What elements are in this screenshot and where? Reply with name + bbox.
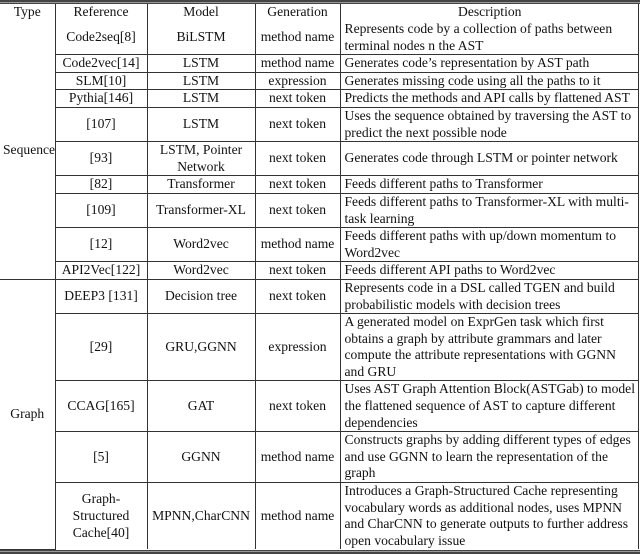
model-cell: Transformer (147, 176, 255, 194)
description-cell: Uses AST Graph Attention Block(ASTGab) to model the flattened sequence of AST to capture different dependencies (340, 381, 639, 432)
reference-cell: [109] (55, 193, 147, 227)
table-row (0, 55, 639, 73)
description-cell: Constructs graphs by adding different types of edges and use GGNN to learn the representation of the graph (340, 432, 639, 483)
description-cell: Represents code in a DSL called TGEN and build probabilistic models with decision trees (340, 279, 639, 313)
type-cell: Sequence (0, 21, 55, 279)
reference-cell: [107] (55, 107, 147, 141)
table-row (0, 176, 639, 194)
generation-cell: method name (255, 55, 340, 73)
description-cell: Generates code through LSTM or pointer network (340, 142, 639, 176)
model-cell: LSTM (147, 107, 255, 141)
model-cell: BiLSTM (147, 21, 255, 55)
generation-cell: next token (255, 107, 340, 141)
generation-cell: method name (255, 432, 340, 483)
generation-cell: expression (255, 314, 340, 381)
table-row (0, 483, 639, 550)
table-row (0, 228, 639, 262)
description-cell: Feeds different paths to Transformer-XL with multi-task learning (340, 193, 639, 227)
description-cell: Feeds different API paths to Word2vec (340, 262, 639, 280)
comparison-table (0, 4, 639, 550)
description-cell: Uses the sequence obtained by traversing the AST to predict the next possible node (340, 107, 639, 141)
description-cell: Feeds different paths to Transformer (340, 176, 639, 194)
header-type: Type (0, 4, 55, 21)
model-cell: Decision tree (147, 279, 255, 313)
description-cell: Introduces a Graph-Structured Cache representing vocabulary words as additional nodes, uses MPNN and CharCNN to generate outputs to further address open vocabulary issue (340, 483, 639, 550)
reference-cell: Graph-Structured Cache[40] (55, 483, 147, 550)
generation-cell: next token (255, 381, 340, 432)
reference-cell: [82] (55, 176, 147, 194)
description-cell: A generated model on ExprGen task which first obtains a graph by attribute grammars and later compute the attribute representations with GGNN and GRU (340, 314, 639, 381)
reference-cell: Code2seq[8] (55, 21, 147, 55)
header-row (0, 4, 639, 21)
reference-cell: API2Vec[122] (55, 262, 147, 280)
description-cell: Represents code by a collection of paths between terminal nodes n the AST (340, 21, 639, 55)
generation-cell: next token (255, 193, 340, 227)
description-cell: Feeds different paths with up/down momentum to Word2vec (340, 228, 639, 262)
reference-cell: SLM[10] (55, 72, 147, 90)
model-cell: Transformer-XL (147, 193, 255, 227)
generation-cell: method name (255, 483, 340, 550)
model-cell: LSTM (147, 72, 255, 90)
header-description: Description (340, 4, 639, 21)
table-row (0, 314, 639, 381)
header-reference: Reference (55, 4, 147, 21)
model-cell: Word2vec (147, 262, 255, 280)
generation-cell: next token (255, 142, 340, 176)
model-cell: Word2vec (147, 228, 255, 262)
table-row (0, 90, 639, 108)
generation-cell: method name (255, 228, 340, 262)
generation-cell: next token (255, 279, 340, 313)
model-cell: GRU,GGNN (147, 314, 255, 381)
table-row (0, 21, 639, 55)
model-cell: MPNN,CharCNN (147, 483, 255, 550)
reference-cell: [5] (55, 432, 147, 483)
type-cell: Graph (0, 279, 55, 549)
reference-cell: [93] (55, 142, 147, 176)
table-row (0, 193, 639, 227)
model-cell: GAT (147, 381, 255, 432)
model-cell: GGNN (147, 432, 255, 483)
table-row (0, 107, 639, 141)
reference-cell: Code2vec[14] (55, 55, 147, 73)
model-cell: LSTM (147, 55, 255, 73)
table-row (0, 279, 639, 313)
reference-cell: [12] (55, 228, 147, 262)
table-row (0, 142, 639, 176)
generation-cell: next token (255, 262, 340, 280)
reference-cell: DEEP3 [131] (55, 279, 147, 313)
reference-cell: Pythia[146] (55, 90, 147, 108)
table-row (0, 381, 639, 432)
description-cell: Predicts the methods and API calls by flattened AST (340, 90, 639, 108)
table-row (0, 262, 639, 280)
generation-cell: next token (255, 90, 340, 108)
header-generation: Generation (255, 4, 340, 21)
header-model: Model (147, 4, 255, 21)
model-cell: LSTM, Pointer Network (147, 142, 255, 176)
table-row (0, 72, 639, 90)
generation-cell: method name (255, 21, 340, 55)
generation-cell: next token (255, 176, 340, 194)
table-row (0, 432, 639, 483)
description-cell: Generates code’s representation by AST path (340, 55, 639, 73)
description-cell: Generates missing code using all the paths to it (340, 72, 639, 90)
reference-cell: CCAG[165] (55, 381, 147, 432)
generation-cell: expression (255, 72, 340, 90)
model-cell: LSTM (147, 90, 255, 108)
reference-cell: [29] (55, 314, 147, 381)
